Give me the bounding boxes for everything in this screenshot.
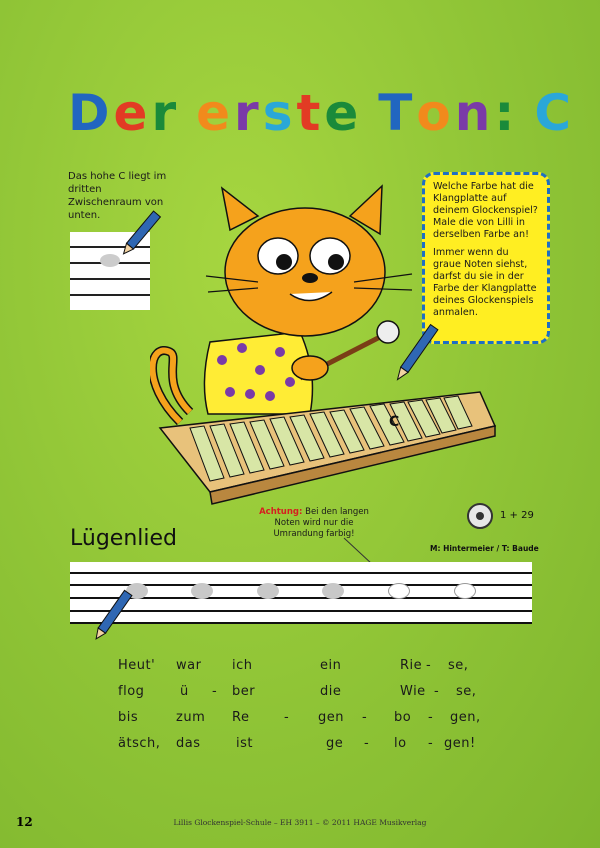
track-number: 1 + 29 xyxy=(500,510,534,521)
song-credit: M: Hintermeier / T: Baude xyxy=(430,544,539,553)
lyric-word: bo xyxy=(394,710,412,725)
footer-text: Lillis Glockenspiel-Schule – EH 3911 – © 2011 HAGE Musikverlag xyxy=(173,818,427,827)
lyric-line-4 xyxy=(118,736,478,762)
lyric-word: ein xyxy=(320,658,342,673)
lyric-line-2 xyxy=(118,684,478,710)
lyric-word: bis xyxy=(118,710,139,725)
lyric-word: ätsch, xyxy=(118,736,161,751)
lyric-word: gen xyxy=(318,710,344,725)
title-letter: D xyxy=(68,84,114,142)
lyric-word: flog xyxy=(118,684,145,699)
title-letter: s xyxy=(262,84,297,142)
lyric-word: - xyxy=(426,658,432,673)
lyric-line-1 xyxy=(118,658,478,684)
lyric-word: gen! xyxy=(444,736,476,751)
song-title: Lügenlied xyxy=(70,526,177,551)
lyric-word: das xyxy=(176,736,201,751)
lyric-word: ber xyxy=(232,684,256,699)
note xyxy=(191,583,213,599)
title-letter: C xyxy=(534,84,576,142)
page-title xyxy=(68,84,575,142)
note-open xyxy=(388,583,410,599)
lyric-line-3 xyxy=(118,710,481,736)
title-letter: n xyxy=(454,84,495,142)
lyrics xyxy=(118,658,481,762)
lyric-word: Wie xyxy=(400,684,426,699)
lyric-word: zum xyxy=(176,710,206,725)
note xyxy=(322,583,344,599)
info-paragraph-2: Immer wenn du graue Noten siehst, darfst du sie in der Farbe der Klangplatte deines Glockenspiels anmalen. xyxy=(433,247,537,318)
note-open xyxy=(454,583,476,599)
music-staff xyxy=(70,562,532,624)
lyric-word: war xyxy=(176,658,202,673)
info-paragraph-1: Welche Farbe hat die Klangplatte auf deinem Glockenspiel? Male die von Lilli in derselben Farbe an! xyxy=(433,181,538,240)
lyric-word: - xyxy=(428,710,434,725)
lyric-word: ich xyxy=(232,658,253,673)
title-letter: e xyxy=(324,84,363,142)
xylophone-key-label: C xyxy=(389,414,400,430)
cat-xylophone-illustration xyxy=(150,182,510,522)
title-letter: o xyxy=(416,84,455,142)
lyric-word: - xyxy=(284,710,290,725)
lyric-word: Re xyxy=(232,710,250,725)
lyric-word: ist xyxy=(236,736,253,751)
lyric-word: se, xyxy=(448,658,469,673)
lyric-word: - xyxy=(434,684,440,699)
page-number: 12 xyxy=(16,815,33,829)
title-letter: r xyxy=(234,84,263,142)
lyric-word: gen, xyxy=(450,710,481,725)
lyric-word: ü xyxy=(180,684,189,699)
title-letter: e xyxy=(113,84,152,142)
note-hint-text: Bei den langen Noten wird nur die Umrandung farbig! xyxy=(273,507,369,539)
lyric-word: - xyxy=(362,710,368,725)
lyric-word: Rie xyxy=(400,658,423,673)
title-letter: t xyxy=(296,84,325,142)
lyric-word: lo xyxy=(394,736,407,751)
mini-note xyxy=(100,254,120,267)
title-letter: : xyxy=(494,84,519,142)
note xyxy=(257,583,279,599)
lyric-word: - xyxy=(428,736,434,751)
cd-icon xyxy=(467,503,493,529)
title-letter: e xyxy=(196,84,235,142)
title-letter: T xyxy=(378,84,417,142)
lyric-word: die xyxy=(320,684,342,699)
lyric-word: - xyxy=(364,736,370,751)
lyric-word: se, xyxy=(456,684,477,699)
title-letter: r xyxy=(151,84,181,142)
lyric-word: ge xyxy=(326,736,344,751)
hint-text: Das hohe C liegt im dritten Zwischenraum von unten. xyxy=(68,171,167,221)
lyric-word: - xyxy=(212,684,218,699)
note-hint-label: Achtung: xyxy=(259,507,303,517)
lyric-word: Heut' xyxy=(118,658,156,673)
pencil-icon xyxy=(86,586,138,648)
